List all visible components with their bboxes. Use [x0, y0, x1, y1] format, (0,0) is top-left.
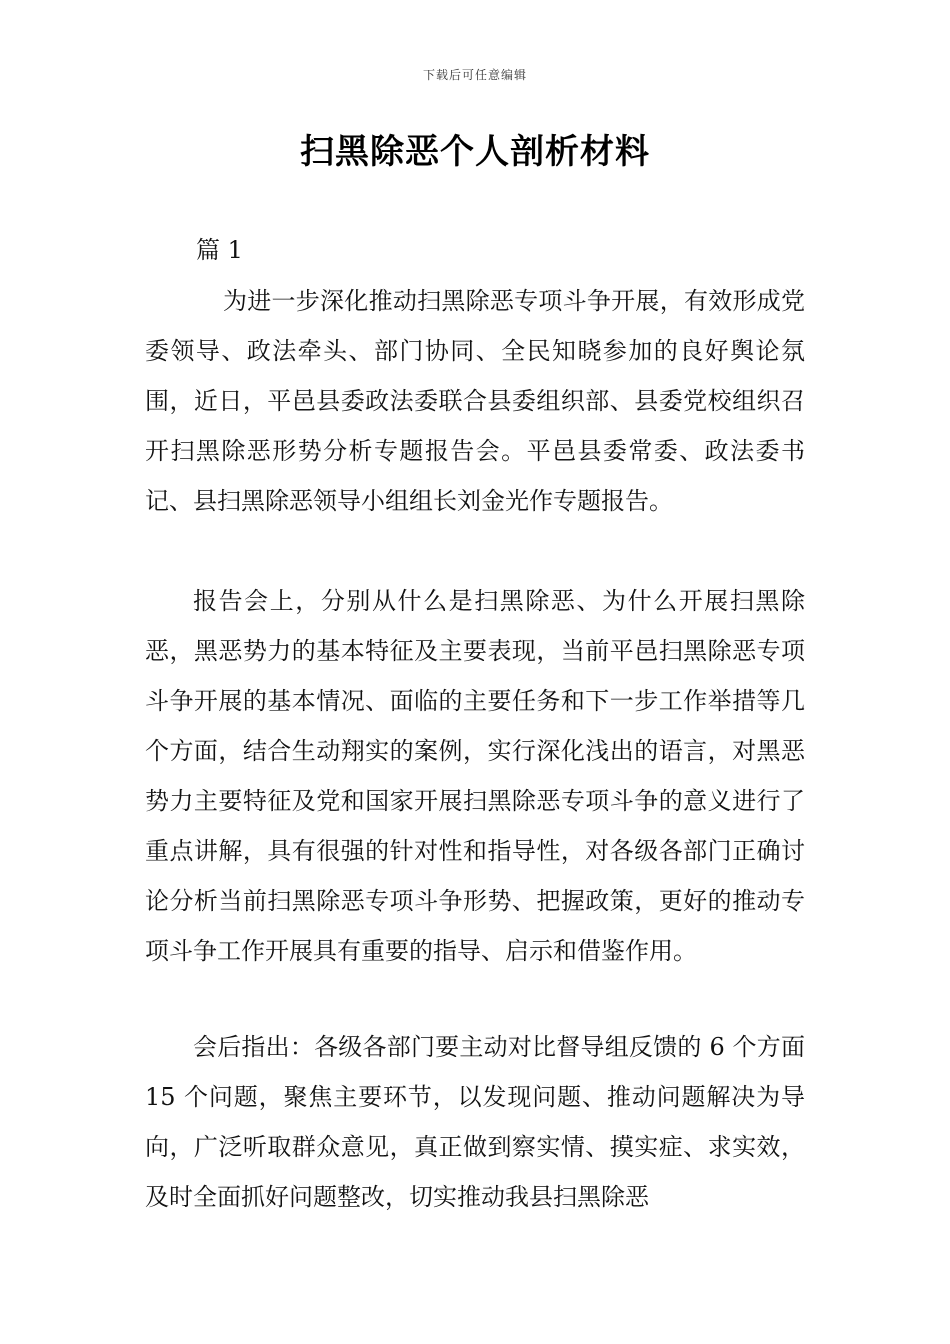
section-label: 篇 1	[196, 236, 243, 264]
body-paragraph-3: 会后指出：各级各部门要主动对比督导组反馈的 6 个方面 15 个问题，聚焦主要环节，以发现问题、推动问题解决为导向，广泛听取群众意见，真正做到察实情、摸实症、求实效，及时全面抓好问题整改，切实推动我县扫黑除恶	[145, 1033, 805, 1211]
download-editable-note: 下载后可任意编辑	[422, 68, 527, 82]
body-paragraph-2: 报告会上，分别从什么是扫黑除恶、为什么开展扫黑除恶，黑恶势力的基本特征及主要表现，当前平邑扫黑除恶专项斗争开展的基本情况、面临的主要任务和下一步工作举措等几个方面，结合生动翔实的案例，实行深化浅出的语言，对黑恶势力主要特征及党和国家开展扫黑除恶专项斗争的意义进行了重点讲解，具有很强的针对性和指导性，对各级各部门正确讨论分析当前扫黑除恶专项斗争形势、把握政策，更好的推动专项斗争工作开展具有重要的指导、启示和借鉴作用。	[145, 587, 805, 965]
body-paragraph-1: 为进一步深化推动扫黑除恶专项斗争开展，有效形成党委领导、政法牵头、部门协同、全民知晓参加的良好舆论氛围，近日，平邑县委政法委联合县委组织部、县委党校组织召开扫黑除恶形势分析专题报告会。平邑县委常委、政法委书记、县扫黑除恶领导小组组长刘金光作专题报告。	[145, 287, 805, 515]
document-title: 扫黑除恶个人剖析材料	[300, 132, 650, 172]
